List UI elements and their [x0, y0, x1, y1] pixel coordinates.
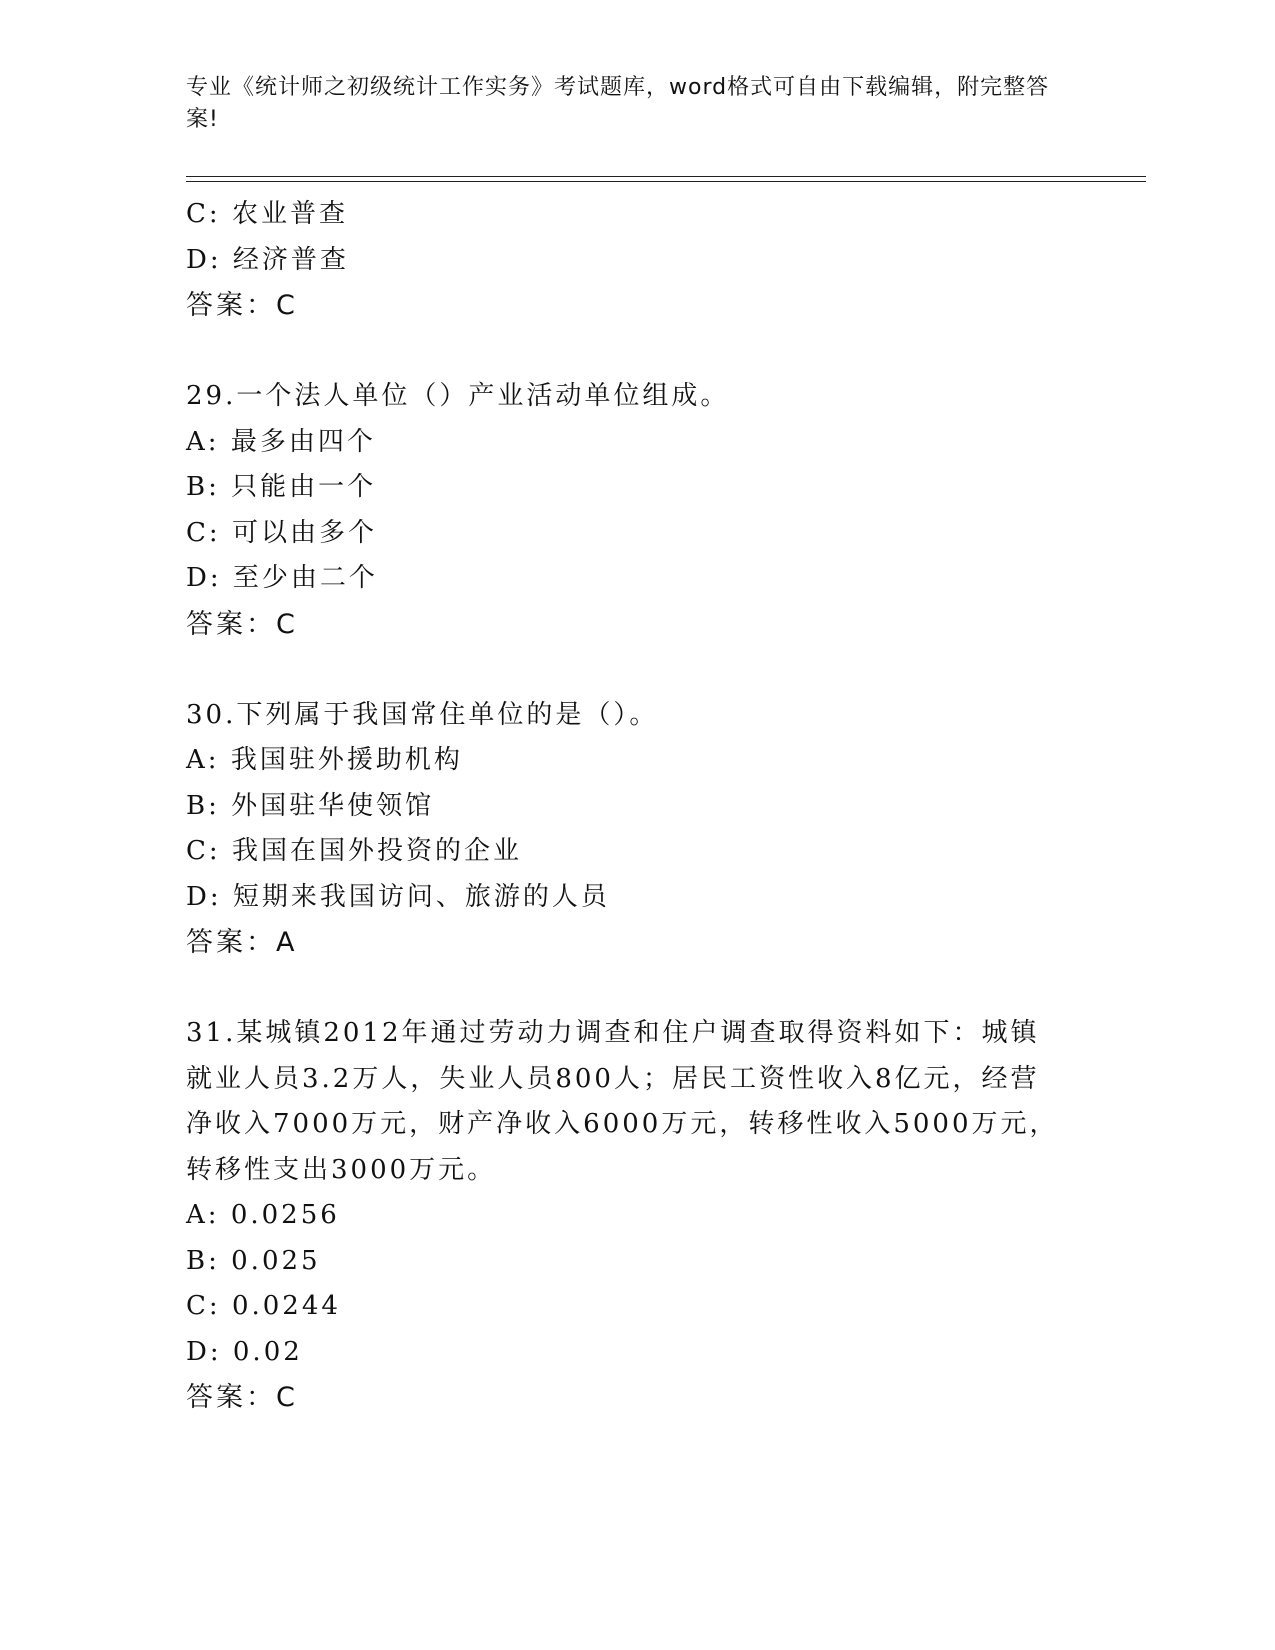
option-b: B: 只能由一个	[186, 472, 377, 502]
header-divider-top	[186, 176, 1146, 177]
question-stem: 29.一个法人单位（）产业活动单位组成。	[186, 381, 730, 411]
answer-line: 答案：A	[186, 927, 298, 958]
option-d: D: 至少由二个	[186, 563, 378, 593]
option-d: D: 0.02	[186, 1336, 303, 1367]
partial-question	[186, 192, 1086, 329]
spacer	[186, 647, 1086, 693]
question-stem: 31.某城镇2012年通过劳动力调查和住户调查取得资料如下：城镇就业人员3.2万人，失业人员800人；居民工资性收入8亿元，经营净收入7000万元，财产净收入6000万元，转移性收入5000万元，转移性支出3000万元。	[186, 1018, 1059, 1185]
spacer	[186, 329, 1086, 375]
answer-line: 答案：C	[186, 608, 298, 640]
question-30	[186, 693, 1086, 966]
spacer	[186, 966, 1086, 1012]
option-c: C: 我国在国外投资的企业	[186, 836, 522, 866]
option-a: A: 我国驻外援助机构	[186, 745, 463, 775]
option-a: A: 0.0256	[186, 1200, 340, 1230]
question-content	[186, 192, 1086, 1421]
option-d: D: 经济普查	[186, 244, 349, 275]
option-c: C: 农业普查	[186, 199, 348, 229]
option-a: A: 最多由四个	[186, 426, 376, 457]
option-c: C: 0.0244	[186, 1291, 341, 1321]
option-b: B: 0.025	[186, 1245, 321, 1276]
question-31	[186, 1011, 1086, 1421]
option-b: B: 外国驻华使领馆	[186, 790, 435, 821]
option-c: C: 可以由多个	[186, 517, 377, 548]
question-stem: 30.下列属于我国常住单位的是（）。	[186, 699, 659, 730]
answer-line: 答案：C	[186, 1382, 298, 1413]
answer-line: 答案：C	[186, 290, 298, 321]
header-divider-bottom	[186, 181, 1146, 182]
question-29	[186, 374, 1086, 647]
option-d: D: 短期来我国访问、旅游的人员	[186, 881, 610, 912]
document-header: 专业《统计师之初级统计工作实务》考试题库，word格式可自由下载编辑，附完整答案!	[186, 75, 1050, 132]
